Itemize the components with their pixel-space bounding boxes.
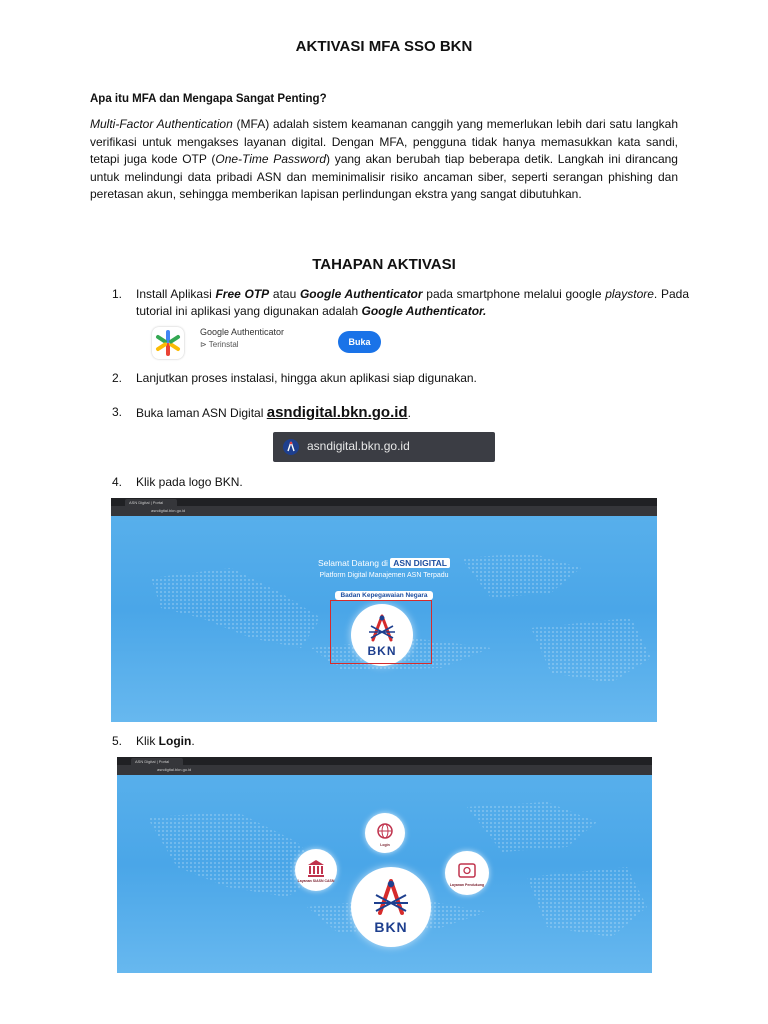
login-button[interactable] xyxy=(365,813,405,853)
otp-term: One-Time Password xyxy=(215,152,326,166)
step-text: Install Aplikasi Free OTP atau Google Authenticator pada smartphone melalui google playstore. Pada tutorial ini aplikasi yang digunakan adalah Google Authenticator. xyxy=(136,287,689,318)
building-icon xyxy=(295,849,337,891)
bkn-logo[interactable] xyxy=(351,867,431,947)
section-heading-mfa: Apa itu MFA dan Mengapa Sangat Penting? xyxy=(90,93,327,105)
step-number: 1. xyxy=(112,287,123,301)
bkn-logo-text: BKN xyxy=(367,644,397,658)
step-number: 4. xyxy=(112,475,123,489)
intro-text-1: (MFA) adalah sistem keamanan canggih yang memerlukan lebih dari satu langkah verifikasi untuk mengakses layanan digital. Dengan MFA, pengguna tidak hanya memasukkan kata sandi, tetapi juga kode OTP ( xyxy=(90,117,678,166)
brand-badge: ASN DIGITAL xyxy=(390,558,450,568)
open-app-button[interactable]: Buka xyxy=(338,331,381,353)
playstore-term: playstore xyxy=(605,287,654,301)
browser-tab-strip xyxy=(117,757,652,765)
screenshot-portal-menu xyxy=(117,757,652,973)
step-text: Lanjutkan proses instalasi, hingga akun aplikasi siap digunakan. xyxy=(136,371,477,385)
bkn-favicon-icon xyxy=(283,439,299,455)
browser-url[interactable]: asndigital.bkn.go.id xyxy=(151,508,186,513)
app-name: Google Authenticator xyxy=(200,327,285,337)
browser-tab[interactable]: ASN Digital | Portal xyxy=(125,499,177,506)
support-icon xyxy=(445,851,489,895)
steps-title: TAHAPAN AKTIVASI xyxy=(312,256,456,273)
app-google-auth: Google Authenticator xyxy=(299,287,423,301)
browser-tab-strip xyxy=(111,498,657,506)
screenshot-portal-home xyxy=(111,498,657,722)
bkn-logo-icon xyxy=(351,867,431,947)
asn-digital-link[interactable]: asndigital.bkn.go.id xyxy=(266,404,408,421)
app-status: ⊳ Terinstal xyxy=(200,340,239,349)
bkn-logo-text: BKN xyxy=(374,919,408,935)
login-label: Login xyxy=(380,843,390,847)
step-number: 3. xyxy=(112,405,123,419)
agency-badge: Badan Kepegawaian Negara xyxy=(111,584,657,602)
login-term: Login xyxy=(158,734,192,748)
intro-text-2: ) yang akan berubah tiap beberapa detik. Langkah ini dirancang untuk melindungi data pribadi ASN dan meminimalisir risiko ancaman siber, seperti serangan phishing dan peretasan akun, sehingga memberikan lapisan perlindungan ekstra yang sangat dibutuhkan. xyxy=(90,152,678,201)
siasn-label: Layanan SIASN CASN xyxy=(297,879,335,883)
intro-paragraph xyxy=(90,116,678,204)
app-store-card xyxy=(148,323,388,361)
browser-tab[interactable]: ASN Digital | Portal xyxy=(131,758,183,765)
step-text: Klik Login. xyxy=(136,734,195,748)
page-title: AKTIVASI MFA SSO BKN xyxy=(295,38,473,55)
browser-toolbar xyxy=(117,765,652,775)
platform-subtitle: Platform Digital Manajemen ASN Terpadu xyxy=(319,572,449,579)
highlight-box xyxy=(330,600,432,664)
app-free-otp: Free OTP xyxy=(215,287,270,301)
welcome-heading: Selamat Datang di ASN DIGITAL xyxy=(111,558,657,568)
url-text: asndigital.bkn.go.id xyxy=(307,439,410,453)
globe-icon xyxy=(365,813,405,853)
step-number: 5. xyxy=(112,734,123,748)
step-text: Klik pada logo BKN. xyxy=(136,475,243,489)
step-number: 2. xyxy=(112,371,123,385)
browser-url-bar[interactable] xyxy=(273,432,495,462)
browser-url[interactable]: asndigital.bkn.go.id xyxy=(157,767,192,772)
installed-icon: ⊳ xyxy=(200,340,209,349)
step-text: Buka laman ASN Digital asndigital.bkn.go.id. xyxy=(136,404,411,421)
google-authenticator-icon xyxy=(152,327,184,359)
support-label: Layanan Pendukung xyxy=(449,883,485,887)
siasn-service-button[interactable] xyxy=(295,849,337,891)
support-service-button[interactable] xyxy=(445,851,489,895)
app-google-auth-2: Google Authenticator. xyxy=(361,304,487,318)
browser-toolbar xyxy=(111,506,657,516)
mfa-term: Multi-Factor Authentication xyxy=(90,117,233,131)
